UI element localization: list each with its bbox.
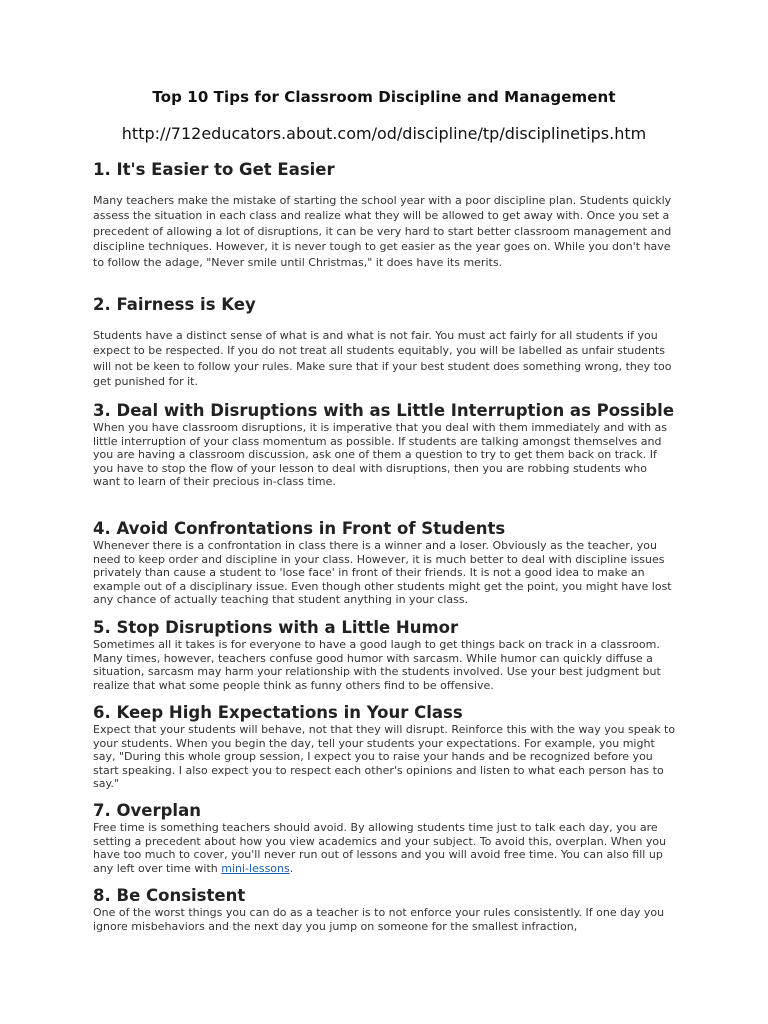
section-4 [93, 519, 677, 607]
section-heading: 6. Keep High Expectations in Your Class [93, 703, 463, 722]
section-2 [93, 295, 677, 390]
section-body-text: Free time is something teachers should avoid. By allowing students time just to talk each day, you are setting a precedent about how you view academics and your subject. To avoid this, overplan. When you have too much to cover, you'll never run out of lessons and you will avoid free time. You can also fill up any left over time with [93, 821, 667, 875]
section-heading: 8. Be Consistent [93, 886, 246, 905]
section-body: Whenever there is a confrontation in class there is a winner and a loser. Obviously as the teacher, you need to keep order and discipline in your class. However, it is much better to deal with discipline issues privately than cause a student to 'lose face' in front of their friends. It is not a good idea to make an example out of a disciplinary issue. Even though other students might get the point, you might have lost any chance of actually teaching that student anything in your class. [93, 539, 672, 607]
section-heading: 1. It's Easier to Get Easier [93, 160, 335, 179]
section-body: When you have classroom disruptions, it is imperative that you deal with them immediately and with as little interruption of your class momentum as possible. If students are talking amongst themselves and you are having a classroom discussion, ask one of them a question to try to get them back on track. If you have to stop the flow of your lesson to deal with disruptions, then you are robbing students who want to learn of their precious in-class time. [93, 421, 668, 489]
section-7 [93, 801, 677, 875]
section-heading: 5. Stop Disruptions with a Little Humor [93, 618, 459, 637]
section-6 [93, 703, 677, 791]
section-body: Expect that your students will behave, not that they will disrupt. Reinforce this with the way you speak to your students. When you begin the day, tell your students your expectations. For example, you might say, "During this whole group session, I expect you to raise your hands and be recognized before you start speaking. I also expect you to respect each other's opinions and listen to what each person has to say." [93, 723, 676, 791]
section-body: Sometimes all it takes is for everyone to have a good laugh to get things back on track in a classroom. Many times, however, teachers confuse good humor with sarcasm. While humor can quickly diffuse a situation, sarcasm may harm your relationship with the students involved. Use your best judgment but realize that what some people think as funny others find to be offensive. [93, 638, 661, 692]
section-1 [93, 160, 677, 270]
section-body: Students have a distinct sense of what is and what is not fair. You must act fairly for all students if you expect to be respected. If you do not treat all students equitably, you will be labelled as unfair students will not be keen to follow your rules. Make sure that if your best student does something wrong, they too get punished for it. [93, 329, 672, 389]
document-title: Top 10 Tips for Classroom Discipline and Management [152, 88, 616, 106]
mini-lessons-link[interactable]: mini-lessons [221, 861, 290, 875]
section-8 [93, 886, 677, 933]
section-body [93, 821, 677, 875]
section-body: Many teachers make the mistake of starting the school year with a poor discipline plan. Students quickly assess the situation in each class and realize what they will be allowed to get away with. Once you set a precedent of allowing a lot of disruptions, it can be very hard to start better classroom management and discipline techniques. However, it is never tough to get easier as the year goes on. While you don't have to follow the adage, "Never smile until Christmas," it does have its merits. [93, 194, 672, 269]
section-heading: 7. Overplan [93, 801, 201, 820]
section-body-text-end: . [289, 861, 294, 875]
section-5 [93, 618, 677, 692]
section-3 [93, 401, 677, 489]
section-body: One of the worst things you can do as a teacher is to not enforce your rules consistently. If one day you ignore misbehaviors and the next day you jump on someone for the smallest infraction, [93, 906, 665, 933]
source-url: http://712educators.about.com/od/discipline/tp/disciplinetips.htm [121, 124, 647, 143]
section-heading: 3. Deal with Disruptions with as Little Interruption as Possible [93, 401, 675, 420]
section-heading: 4. Avoid Confrontations in Front of Students [93, 519, 506, 538]
section-heading: 2. Fairness is Key [93, 295, 256, 314]
